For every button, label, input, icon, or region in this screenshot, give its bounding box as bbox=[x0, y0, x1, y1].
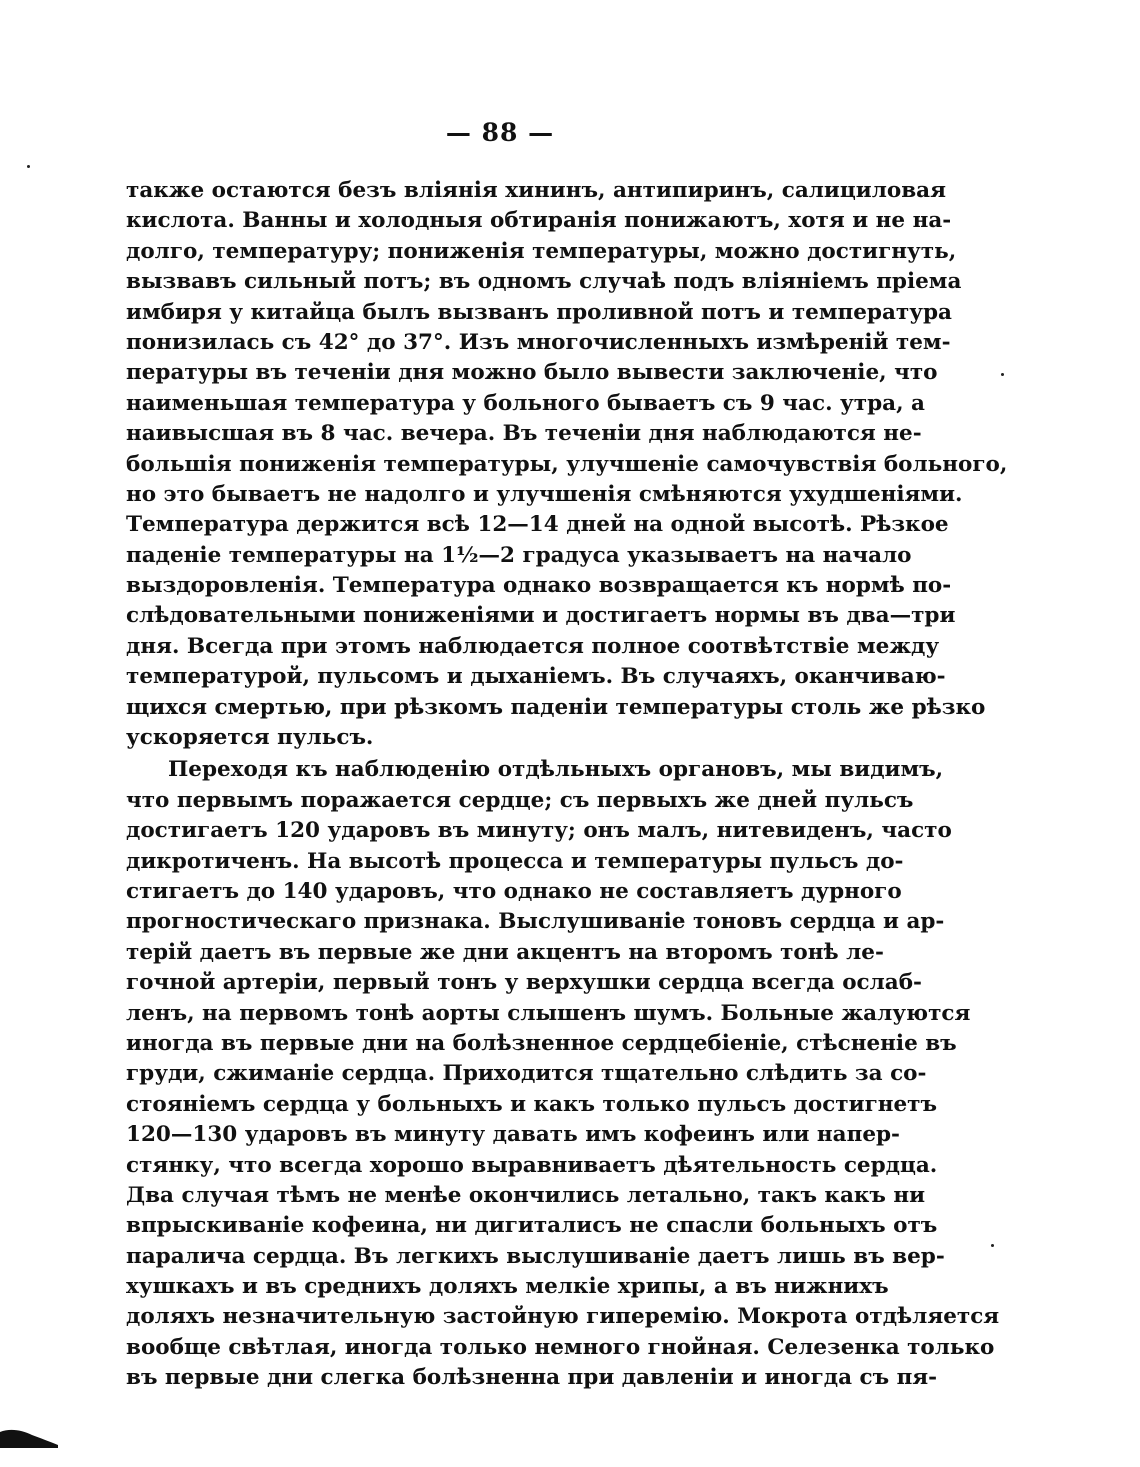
text-line: доляхъ незначительную застойную гиперемію. Мокрота отдѣляется bbox=[126, 1304, 1000, 1330]
text-line: ленъ, на первомъ тонѣ аорты слышенъ шумъ. Больные жалуются bbox=[126, 1000, 971, 1026]
text-line: также остаются безъ вліянія хининъ, антипиринъ, салициловая bbox=[126, 178, 946, 203]
text-line: имбиря у китайца былъ вызванъ проливной потъ и температура bbox=[126, 299, 952, 325]
scan-speck bbox=[1001, 373, 1004, 376]
text-line: долго, температуру; пониженія температуры, можно достигнуть, bbox=[126, 238, 957, 264]
paragraph-2 bbox=[126, 755, 1000, 1393]
text-line: груди, сжиманіе сердца. Приходится тщательно слѣдить за со- bbox=[126, 1061, 927, 1087]
text-line: стояніемъ сердца у больныхъ и какъ только пульсъ достигнетъ bbox=[126, 1091, 937, 1117]
text-line: иногда въ первые дни на болѣзненное сердцебіеніе, стѣсненіе въ bbox=[126, 1030, 957, 1056]
text-line: терій даетъ въ первые же дни акцентъ на второмъ тонѣ ле- bbox=[126, 939, 884, 965]
text-line: наивысшая въ 8 час. вечера. Въ теченіи дня наблюдаются не- bbox=[126, 421, 922, 447]
text-line: паралича сердца. Въ легкихъ выслушиваніе даетъ лишь въ вер- bbox=[126, 1243, 945, 1269]
text-line: вообще свѣтлая, иногда только немного гнойная. Селезенка только bbox=[126, 1334, 995, 1360]
scan-corner-mark bbox=[0, 1426, 58, 1448]
text-line: прогностическаго признака. Выслушиваніе тоновъ сердца и ар- bbox=[126, 909, 945, 935]
text-line: Температура держится всѣ 12—14 дней на одной высотѣ. Рѣзкое bbox=[126, 512, 949, 538]
text-line: ускоряется пульсъ. bbox=[126, 725, 374, 751]
text-line: въ первые дни слегка болѣзненна при давленіи и иногда съ пя- bbox=[126, 1365, 938, 1391]
text-line: 120—130 ударовъ въ минуту давать имъ кофеинъ или напер- bbox=[126, 1122, 900, 1148]
text-line: понизилась съ 42° до 37°. Изъ многочисленныхъ измѣреній тем- bbox=[126, 329, 951, 355]
text-line: Переходя къ наблюденію отдѣльныхъ органовъ, мы видимъ, bbox=[168, 757, 944, 783]
text-line: достигаетъ 120 ударовъ въ минуту; онъ малъ, нитевиденъ, часто bbox=[126, 818, 952, 844]
scan-speck bbox=[991, 1244, 994, 1247]
text-line: стигаетъ до 140 ударовъ, что однако не составляетъ дурного bbox=[126, 878, 902, 904]
text-line: щихся смертью, при рѣзкомъ паденіи температуры столь же рѣзко bbox=[126, 694, 986, 720]
body-text bbox=[126, 176, 1008, 1394]
text-line: слѣдовательными пониженіями и достигаетъ нормы въ два—три bbox=[126, 603, 956, 629]
text-line: большія пониженія температуры, улучшеніе самочувствія больного, bbox=[126, 451, 1008, 477]
text-line: пературы въ течeніи дня можно было вывести заключеніе, что bbox=[126, 360, 938, 386]
text-line: но это бываетъ не надолго и улучшенія смѣняются ухудшеніями. bbox=[126, 481, 963, 507]
text-line: дня. Всегда при этомъ наблюдается полное соотвѣтствіе между bbox=[126, 633, 940, 659]
text-line: выздоровленія. Температура однако возвращается къ нормѣ по- bbox=[126, 573, 952, 599]
text-line: кислота. Ванны и холодныя обтиранія понижаютъ, хотя и не на- bbox=[126, 208, 952, 234]
scan-speck bbox=[27, 165, 30, 168]
text-line: дикротиченъ. На высотѣ процесса и температуры пульсъ до- bbox=[126, 848, 904, 874]
text-line: стянку, что всегда хорошо выравниваетъ дѣятельность сердца. bbox=[126, 1152, 938, 1178]
text-line: хушкахъ и въ среднихъ доляхъ мелкіе хрипы, а въ нижнихъ bbox=[126, 1274, 889, 1300]
text-line: впрыскиваніе кофеина, ни дигиталисъ не спасли больныхъ отъ bbox=[126, 1213, 938, 1239]
text-line: гочной артеріи, первый тонъ у верхушки сердца всегда ослаб- bbox=[126, 970, 922, 996]
text-line: что первымъ поражается сердце; съ первыхъ же дней пульсъ bbox=[126, 787, 914, 813]
page-number: — 88 — bbox=[445, 118, 555, 147]
paragraph-1 bbox=[126, 176, 1008, 753]
text-line: наименьшая температура у больного бываетъ съ 9 час. утра, а bbox=[126, 390, 925, 416]
text-line: вызвавъ сильный потъ; въ одномъ случаѣ подъ вліяніемъ пріема bbox=[126, 269, 962, 295]
text-line: Два случая тѣмъ не менѣе окончились летально, такъ какъ ни bbox=[126, 1182, 926, 1208]
text-line: температурой, пульсомъ и дыханіемъ. Въ случаяхъ, оканчиваю- bbox=[126, 664, 946, 690]
text-line: паденіе температуры на 1½—2 градуса указываетъ на начало bbox=[126, 542, 912, 568]
